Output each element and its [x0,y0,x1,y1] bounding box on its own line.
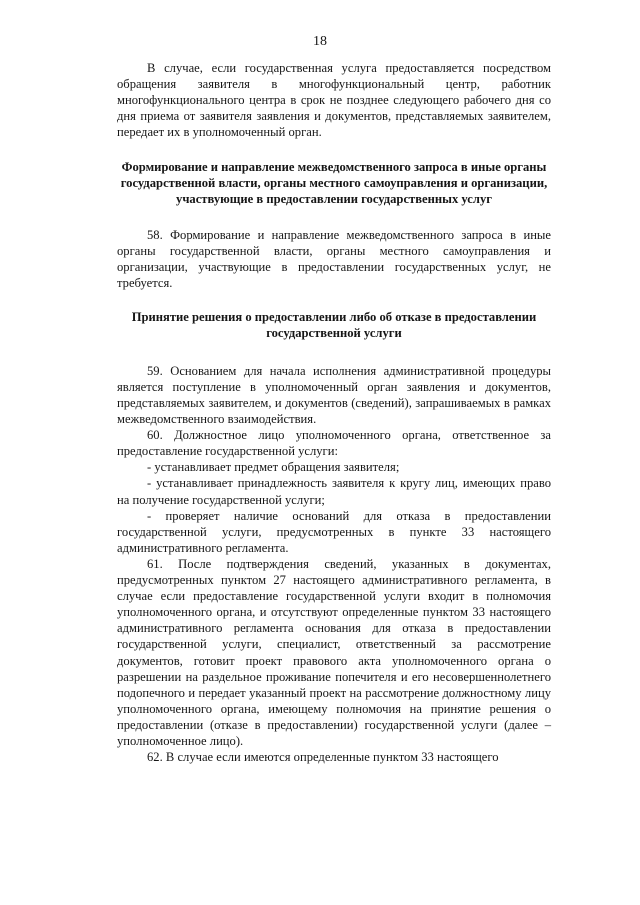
section-heading-decision: Принятие решения о предоставлении либо об отказе в предоставлении государственной услуги [131,310,537,341]
paragraph-60: 60. Должностное лицо уполномоченного органа, ответственное за предоставление государственной услуги: [117,428,551,459]
paragraph-59: 59. Основанием для начала исполнения административной процедуры является поступление в уполномоченный орган заявления и документов, представляемых заявителем, и документов (сведений), запрашиваемых в рамках межведомственного взаимодействия. [117,363,551,427]
paragraph-61: 61. После подтверждения сведений, указанных в документах, предусмотренных пунктом 27 настоящего административного регламента, в случае если предоставление государственной услуги входит в полномочия уполномоченного органа, и отсутствуют определенные пунктом 33 настоящего административного регламента основания для отказа в предоставлении государственной услуги, специалист, ответственный за рассмотрение документов, готовит проект правового акта уполномоченного органа о разрешении на раздельное проживание попечителя и его несовершеннолетнего подопечного и передает указанный проект на рассмотрение должностному лицу уполномоченного органа, имеющему полномочия на принятие решения о предоставлении (отказе в предоставлении) государственной услуги (далее – уполномоченное лицо). [117,556,551,748]
paragraph-60-item-2: - устанавливает принадлежность заявителя к кругу лиц, имеющих право на получение государственной услуги; [117,476,551,507]
document-body [117,60,551,765]
page-number: 18 [313,34,327,49]
paragraph-62: 62. В случае если имеются определенные пунктом 33 настоящего [147,750,499,765]
paragraph-60-item-3: - проверяет наличие оснований для отказа в предоставлении государственной услуги, предусмотренных в пункте 33 настоящего административного регламента. [117,508,551,555]
section-heading-interagency-request: Формирование и направление межведомственного запроса в иные органы государственной власти, органы местного самоуправления и организации, участвующие в предоставлении государственных услуг [120,160,548,207]
paragraph-intro: В случае, если государственная услуга предоставляется посредством обращения заявителя в многофункциональный центр, работник многофункционального центра в срок не позднее следующего рабочего дня со дня приема от заявителя заявления и документов, представляемых заявителем, передает их в уполномоченный орган. [117,61,551,140]
paragraph-58: 58. Формирование и направление межведомственного запроса в иные органы государственной власти, органы местного самоуправления и организации, участвующие в предоставлении государственных услуг, не требуется. [117,227,551,291]
paragraph-60-item-1: - устанавливает предмет обращения заявителя; [147,460,400,475]
